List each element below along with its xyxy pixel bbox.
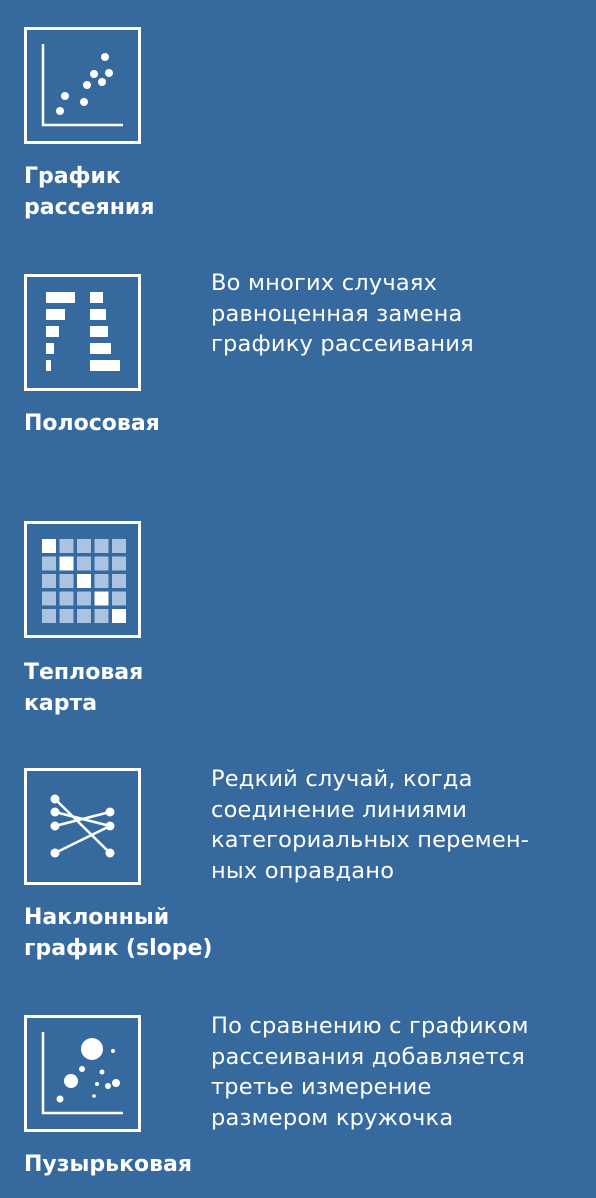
scatter-plot-icon — [24, 27, 141, 144]
chart-type-label: Тепловая карта — [24, 660, 144, 716]
heatmap-icon-cell — [112, 539, 126, 553]
heatmap-icon-cell — [95, 539, 109, 553]
heatmap-icon-cell — [112, 609, 126, 623]
bar-chart-icon — [24, 274, 141, 391]
chart-type-description: По сравнению с графиком рассеивания добавляется третье измерение размером кружочка — [211, 1013, 529, 1131]
heatmap-icon-cell — [95, 574, 109, 588]
heatmap-icon-cell — [60, 539, 74, 553]
chart-type-description: Во многих случаях равноценная замена графику рассеивания — [211, 270, 474, 357]
heatmap-icon-cell — [60, 609, 74, 623]
chart-type-label: График рассеяния — [24, 164, 155, 220]
heatmap-icon — [24, 521, 141, 638]
heatmap-icon-cell — [112, 574, 126, 588]
chart-type-label: Полосовая — [24, 411, 160, 436]
chart-type-label: Пузырьковая — [24, 1152, 193, 1177]
heatmap-icon-cell — [77, 592, 91, 606]
heatmap-icon-cell — [42, 609, 56, 623]
heatmap-icon-cell — [77, 557, 91, 571]
heatmap-icon-cell — [77, 609, 91, 623]
chart-type-label: Наклонный график (slope) — [24, 905, 213, 961]
heatmap-icon-cell — [42, 574, 56, 588]
heatmap-icon-cell — [95, 557, 109, 571]
chart-type-description: Редкий случай, когда соединение линиями категориальных перемен- ных оправдано — [211, 766, 530, 884]
heatmap-icon-cell — [42, 539, 56, 553]
heatmap-icon-cell — [95, 592, 109, 606]
heatmap-icon-cell — [77, 539, 91, 553]
heatmap-icon-cell — [77, 574, 91, 588]
bubble-chart-icon — [24, 1015, 141, 1132]
heatmap-icon-cell — [42, 557, 56, 571]
heatmap-icon-cell — [112, 592, 126, 606]
slope-chart-icon — [24, 768, 141, 885]
heatmap-icon-cell — [112, 557, 126, 571]
heatmap-icon-cell — [60, 592, 74, 606]
heatmap-icon-cell — [95, 609, 109, 623]
heatmap-icon-cell — [60, 557, 74, 571]
heatmap-icon-cell — [60, 574, 74, 588]
heatmap-icon-cell — [42, 592, 56, 606]
